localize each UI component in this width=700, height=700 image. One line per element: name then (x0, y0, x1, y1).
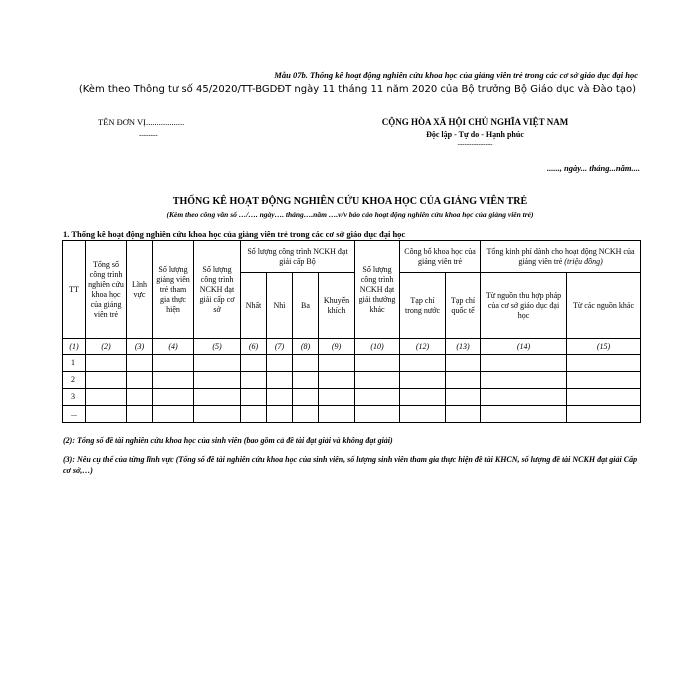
table-row (63, 389, 641, 406)
republic-heading: CỘNG HÒA XÃ HỘI CHỦ NGHĨA VIỆT NAM (381, 117, 569, 127)
column-index: (8) (293, 339, 319, 355)
footnote-3: (3): Nêu cụ thể của từng lĩnh vực (Tổng số đề tài nghiên cứu khoa học của sinh viên, số lượng sinh viên tham gia thực hiện đề tài KHCN, số lượng đề tài NCKH đạt giải Cấp cơ sở,…) (63, 455, 638, 475)
header-publications: Công bố khoa học của giảng viên trẻ (400, 241, 481, 273)
header-total-works: Tổng số công trình nghiên cứu khoa học của giảng viên trẻ (86, 241, 127, 339)
national-motto: Độc lập - Tự do - Hạnh phúc (426, 130, 524, 139)
funding-label: Tổng kinh phí dành cho hoạt động NCKH của giảng viên trẻ (486, 246, 635, 266)
statistics-table (62, 240, 641, 423)
column-index: (3) (127, 339, 153, 355)
column-index: (15) (567, 339, 641, 355)
header-school-prize: Số lượng công trình NCKH đạt giải cấp cơ sở (194, 241, 241, 339)
header-second: Nhì (267, 273, 293, 339)
header-intl-journal: Tạp chí quốc tế (446, 273, 481, 339)
attachment-open: ( (78, 84, 83, 95)
row-number: ... (63, 406, 86, 423)
section-heading: 1. Thống kê hoạt động nghiên cứu khoa học của giảng viên trẻ trong các cơ sở giáo dục đại học (63, 229, 406, 239)
header-lecturers: Số lượng giảng viên trẻ tham gia thực hiện (153, 241, 194, 339)
column-index: (13) (446, 339, 481, 355)
unit-divider: -------- (139, 131, 158, 139)
report-title: THỐNG KÊ HOẠT ĐỘNG NGHIÊN CỨU KHOA HỌC CỦA GIẢNG VIÊN TRẺ (172, 196, 528, 207)
header-third: Ba (293, 273, 319, 339)
header-encourage: Khuyến khích (319, 273, 355, 339)
column-index: (7) (267, 339, 293, 355)
attachment-note (68, 83, 636, 97)
header-ministry-prize: Số lượng công trình NCKH đạt giải cấp Bộ (241, 241, 355, 273)
column-index: (14) (481, 339, 567, 355)
report-subtitle: (Kèm theo công văn số …/…. ngày…. tháng….năm ….v/v báo cáo hoạt động nghiên cứu khoa học của giảng viên trẻ) (166, 210, 534, 219)
footnote-2: (2): Tổng số đề tài nghiên cứu khoa học của sinh viên (bao gồm cả đề tài đạt giải và không đạt giải) (63, 436, 393, 445)
column-index: (2) (86, 339, 127, 355)
date-line: ......, ngày... tháng...năm.... (547, 163, 640, 173)
column-index: (1) (63, 339, 86, 355)
header-other-prize: Số lượng công trình NCKH đạt giải thưởng khác (355, 241, 400, 339)
column-index: (6) (241, 339, 267, 355)
column-index: (4) (153, 339, 194, 355)
header-first: Nhất (241, 273, 267, 339)
row-number: 2 (63, 372, 86, 389)
table-row (63, 372, 641, 389)
column-index-row (63, 339, 641, 355)
column-index: (10) (355, 339, 400, 355)
row-number: 1 (63, 355, 86, 372)
header-other-source: Từ các nguồn khác (567, 273, 641, 339)
row-number: 3 (63, 389, 86, 406)
attachment-text: Kèm theo Thông tư số 45/2020/TT-BGDĐT ngày 11 tháng 11 năm 2020 của Bộ trưởng Bộ Giáo dục và Đào tạo) (82, 84, 636, 95)
header-legal-source: Từ nguồn thu hợp pháp của cơ sở giáo dục đại học (481, 273, 567, 339)
unit-name: TÊN ĐƠN VỊ.................. (98, 117, 185, 127)
table-row (63, 355, 641, 372)
header-tt: TT (63, 241, 86, 339)
column-index: (5) (194, 339, 241, 355)
column-index: (12) (400, 339, 446, 355)
funding-unit: (triệu đồng) (564, 256, 603, 266)
form-code: Mẫu 07b. Thống kê hoạt động nghiên cứu khoa học của giảng viên trẻ trong các cơ sở giáo dục đại học (274, 70, 638, 80)
header-funding (481, 241, 641, 273)
motto-divider: --------------- (457, 140, 493, 148)
column-index: (9) (319, 339, 355, 355)
header-domestic-journal: Tạp chí trong nước (400, 273, 446, 339)
table-row (63, 406, 641, 423)
header-field: Lĩnh vực (127, 241, 153, 339)
